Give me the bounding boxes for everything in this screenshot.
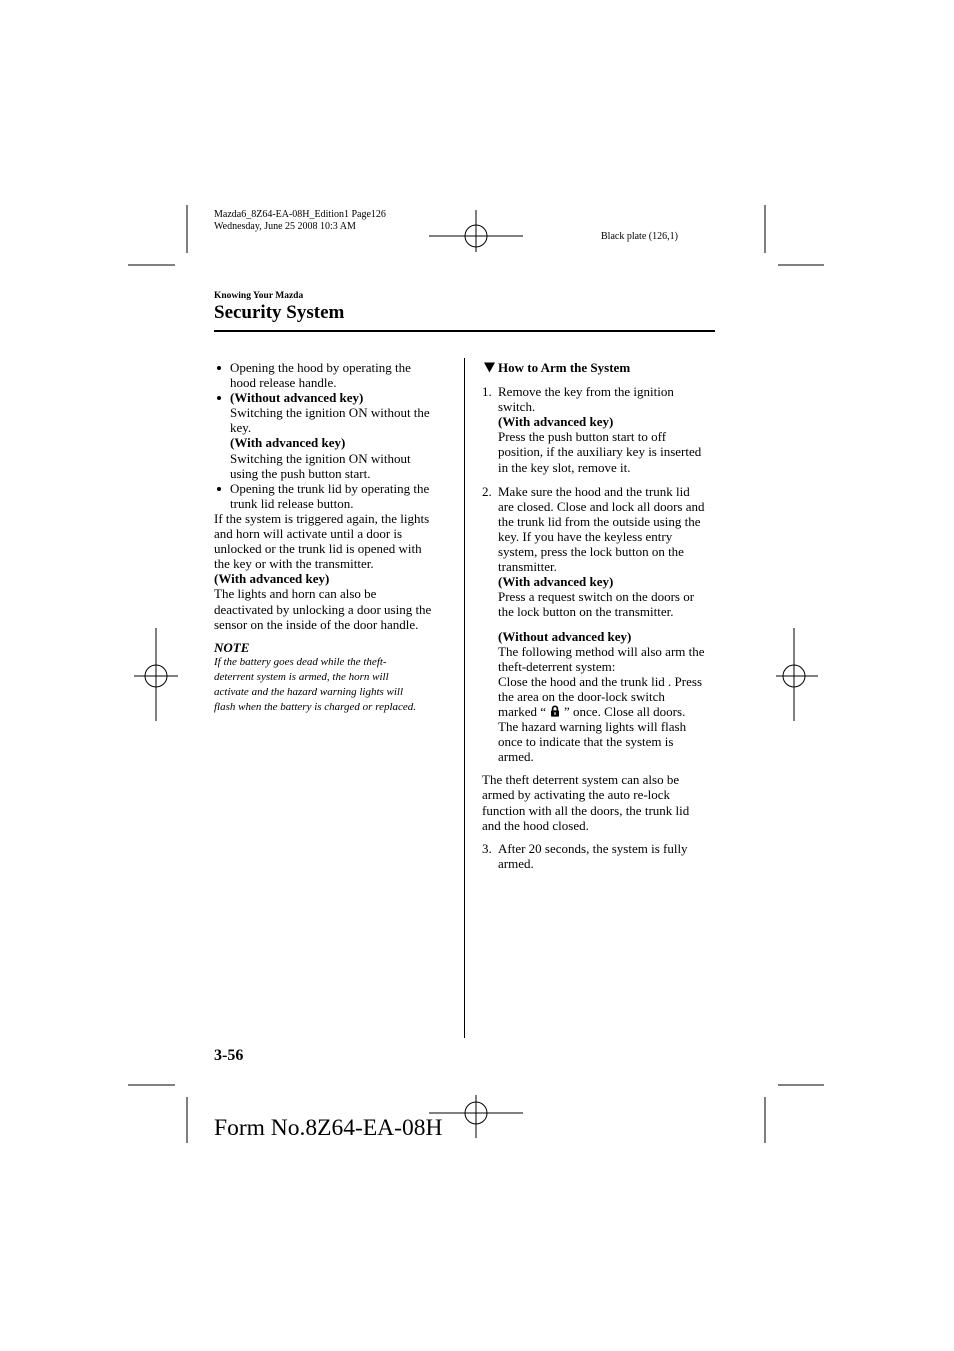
registration-mark-top [429, 210, 523, 252]
step-3 [482, 841, 718, 871]
lock-icon [550, 705, 560, 717]
crop-mark-bottom-right [765, 1085, 824, 1143]
bullet-item-trunk [214, 481, 446, 511]
step-2 [482, 484, 718, 765]
with-key-text: Press a request switch on the doors or the lock button on the transmitter. [498, 589, 695, 620]
door-lock-text-after: ” once. Close all doors. The hazard warning lights will flash once to indicate that the system is armed. [498, 703, 687, 765]
step-text: After 20 seconds, the system is fully armed. [498, 840, 688, 871]
with-key-label: (With advanced key) [230, 435, 346, 451]
print-file-line: Mazda6_8Z64-EA-08H_Edition1 Page126 [214, 209, 386, 220]
bullet-icon [217, 366, 221, 370]
step-text: Make sure the hood and the trunk lid are closed. Close and lock all doors and the trunk lid from the outside using the key. If you have the keyless entry system, press the lock button on the transmitter. [498, 483, 705, 575]
form-number: Form No.8Z64-EA-08H [214, 1115, 443, 1141]
triggered-paragraph: If the system is triggered again, the lights and horn will activate until a door is unlocked or the trunk lid is opened with the key or with the transmitter. [214, 510, 430, 572]
without-key-label: (Without advanced key) [230, 390, 364, 406]
step-text: Remove the key from the ignition switch. [498, 384, 674, 415]
bullet-icon [217, 487, 221, 491]
registration-mark-right [776, 628, 818, 721]
page-number: 3-56 [214, 1047, 244, 1064]
bullet-item-hood [214, 360, 446, 390]
bullet-text: Opening the trunk lid by operating the trunk lid release button. [230, 480, 430, 511]
note-text: If the battery goes dead while the theft- deterrent system is armed, the horn will activate and the hazard warning lights will flash when the battery is charged or replaced. [214, 655, 417, 713]
subsection-heading [482, 360, 718, 375]
bullet-icon [217, 396, 221, 400]
auto-relock-paragraph: The theft deterrent system can also be armed by activating the auto re-lock function with all the doors, the trunk lid and the hood closed. [482, 772, 690, 833]
door-lock-text-before: Close the hood and the trunk lid . Press the area on the door-lock switch marked “ [498, 673, 703, 719]
deactivate-paragraph: The lights and horn can also be deactivated by unlocking a door using the sensor on the inside of the door handle. [214, 586, 432, 632]
page-title: Security System [214, 302, 345, 323]
door-lock-instruction [498, 674, 718, 765]
note-label: NOTE [214, 639, 250, 655]
with-key-label: (With advanced key) [498, 414, 614, 430]
without-key-text: The following method will also arm the theft-deterrent system: [498, 643, 705, 674]
step-number: 1. [482, 384, 492, 400]
triangle-down-icon [484, 362, 495, 373]
registration-mark-bottom [429, 1095, 523, 1138]
bullet-text: Opening the hood by operating the hood release handle. [230, 360, 411, 391]
without-key-label: (Without advanced key) [498, 628, 632, 644]
crop-mark-top-left [128, 205, 187, 265]
subsection-heading-text: How to Arm the System [498, 360, 631, 375]
right-column [482, 360, 718, 871]
step-number: 2. [482, 483, 492, 499]
with-key-label: (With advanced key) [498, 574, 614, 590]
bullet-item-ignition [214, 390, 446, 481]
print-plate-label: Black plate (126,1) [601, 231, 678, 242]
without-key-text: Switching the ignition ON without the key. [230, 405, 430, 436]
left-column [214, 360, 446, 715]
crop-mark-bottom-left [128, 1085, 187, 1143]
section-category: Knowing Your Mazda [214, 291, 304, 301]
step-number: 3. [482, 840, 492, 856]
with-key-label: (With advanced key) [214, 571, 330, 587]
column-divider [464, 358, 465, 1038]
step-1 [482, 384, 718, 475]
print-date-line: Wednesday, June 25 2008 10:3 AM [214, 221, 356, 232]
crop-mark-top-right [765, 205, 824, 265]
with-key-text: Switching the ignition ON without using the push button start. [230, 450, 411, 481]
title-rule [214, 330, 715, 332]
registration-mark-left [134, 628, 178, 721]
with-key-text: Press the push button start to off position, if the auxiliary key is inserted in the key slot, remove it. [498, 429, 702, 475]
